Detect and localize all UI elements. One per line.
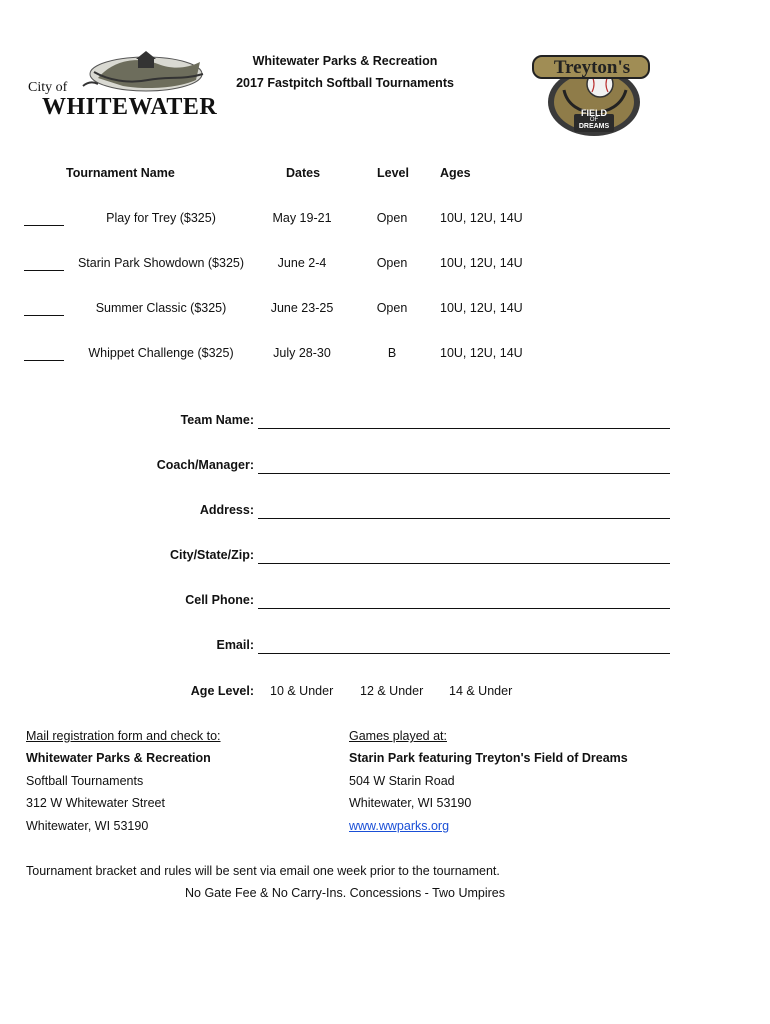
tournament-ages: 10U, 12U, 14U [440, 301, 523, 315]
col-header-ages: Ages [440, 166, 471, 180]
tournament-ages: 10U, 12U, 14U [440, 256, 523, 270]
games-line-1: 504 W Starin Road [349, 774, 455, 788]
footer-note-bracket: Tournament bracket and rules will be sent via email one week prior to the tournament. [26, 864, 500, 878]
footer-note-fees: No Gate Fee & No Carry-Ins. Concessions - Two Umpires [185, 886, 506, 900]
treytons-field-of-dreams-logo [530, 50, 652, 138]
email-field[interactable] [258, 653, 670, 654]
form-row-team-name [0, 413, 770, 435]
city-state-zip-label: City/State/Zip: [169, 548, 254, 562]
tournament-dates: June 2-4 [277, 256, 327, 270]
tournament-dates: May 19-21 [272, 211, 332, 225]
form-row-cell-phone [0, 593, 770, 615]
coach-manager-field[interactable] [258, 473, 670, 474]
tournament-ages: 10U, 12U, 14U [440, 211, 523, 225]
website-link[interactable]: www.wwparks.org [349, 819, 450, 833]
games-venue-name: Starin Park featuring Treyton's Field of Dreams [349, 751, 628, 765]
form-row-email [0, 638, 770, 660]
logo-text-field: FIELD [581, 108, 607, 118]
logo-text-treytons: Treyton's [553, 57, 631, 78]
mail-org-name: Whitewater Parks & Recreation [26, 751, 211, 765]
games-heading: Games played at: [349, 729, 447, 743]
age-option-12-under[interactable]: 12 & Under [360, 684, 424, 698]
table-row [0, 346, 770, 366]
tournament-name: Play for Trey ($325) [106, 211, 216, 225]
tournament-name: Summer Classic ($325) [95, 301, 227, 315]
tournament-dates: July 28-30 [273, 346, 331, 360]
address-label: Address: [199, 503, 254, 517]
team-name-label: Team Name: [180, 413, 254, 427]
age-option-14-under[interactable]: 14 & Under [449, 684, 513, 698]
tournament-level: Open [376, 211, 408, 225]
mail-line-2: 312 W Whitewater Street [26, 796, 165, 810]
selection-blank[interactable] [24, 360, 64, 361]
selection-blank[interactable] [24, 315, 64, 316]
mail-heading: Mail registration form and check to: [26, 729, 221, 743]
email-label: Email: [216, 638, 254, 652]
table-row [0, 256, 770, 276]
tournament-ages: 10U, 12U, 14U [440, 346, 523, 360]
selection-blank[interactable] [24, 270, 64, 271]
form-row-city-state-zip [0, 548, 770, 570]
cell-phone-label: Cell Phone: [185, 593, 254, 607]
col-header-name: Tournament Name [66, 166, 175, 180]
team-name-field[interactable] [258, 428, 670, 429]
org-title: Whitewater Parks & Recreation [252, 54, 438, 68]
logo-text-city-of: City of [28, 80, 68, 95]
form-row-coach-manager [0, 458, 770, 480]
logo-text-of: OF [589, 117, 599, 123]
table-row [0, 301, 770, 321]
form-row-address [0, 503, 770, 525]
logo-text-whitewater: WHITEWATER [42, 94, 218, 120]
tournament-name: Starin Park Showdown ($325) [77, 256, 245, 270]
mail-line-1: Softball Tournaments [26, 774, 144, 788]
address-field[interactable] [258, 518, 670, 519]
tournament-level: Open [376, 256, 408, 270]
games-line-2: Whitewater, WI 53190 [349, 796, 472, 810]
mail-line-3: Whitewater, WI 53190 [26, 819, 149, 833]
col-header-dates: Dates [286, 166, 321, 180]
city-state-zip-field[interactable] [258, 563, 670, 564]
col-header-level: Level [377, 166, 409, 180]
table-row [0, 211, 770, 231]
coach-manager-label: Coach/Manager: [156, 458, 254, 472]
selection-blank[interactable] [24, 225, 64, 226]
logo-text-dreams: DREAMS [578, 123, 610, 130]
tournament-level: Open [376, 301, 408, 315]
age-option-10-under[interactable]: 10 & Under [270, 684, 334, 698]
tournament-name: Whippet Challenge ($325) [88, 346, 234, 360]
event-title: 2017 Fastpitch Softball Tournaments [236, 76, 454, 90]
cell-phone-field[interactable] [258, 608, 670, 609]
city-of-whitewater-logo [28, 50, 218, 122]
tournament-level: B [387, 346, 397, 360]
tournament-dates: June 23-25 [270, 301, 334, 315]
age-level-label: Age Level: [190, 684, 254, 698]
